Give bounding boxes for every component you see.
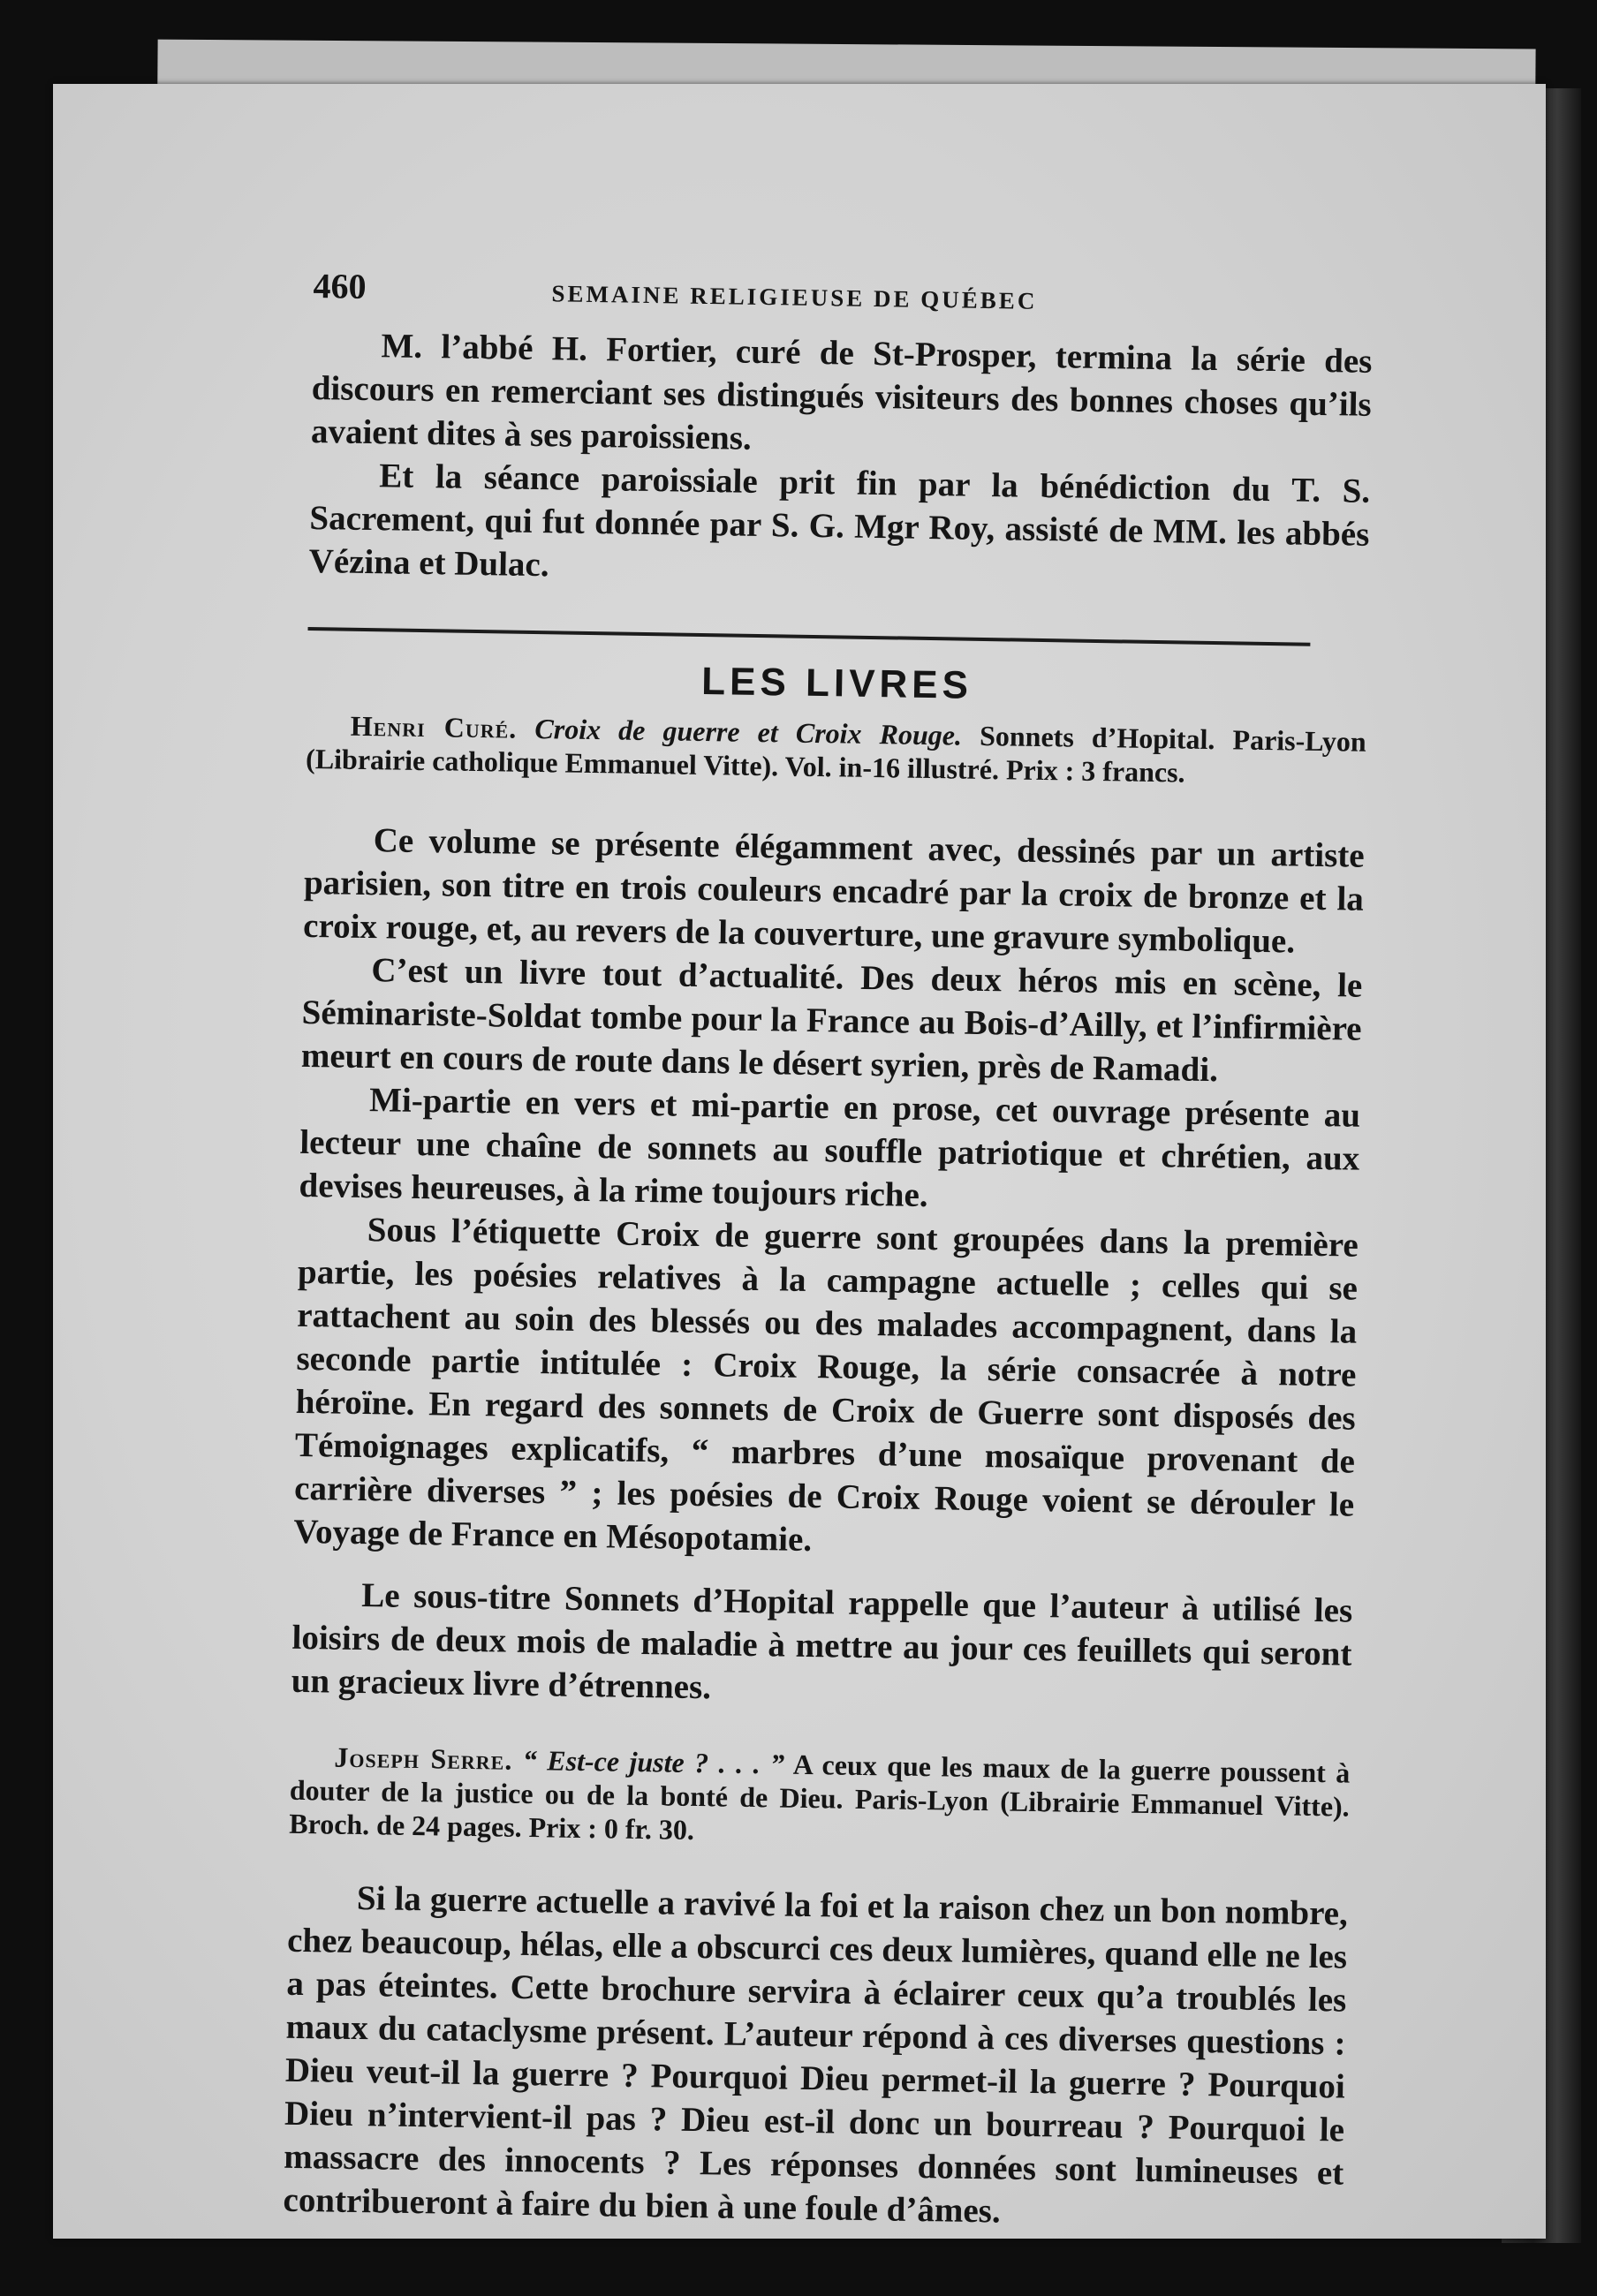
book-author: Joseph Serre.: [334, 1741, 513, 1776]
section-title: LES LIVRES: [700, 659, 973, 707]
book-title: “ Est-ce juste ? . . . ”: [522, 1743, 785, 1780]
journal-title: SEMAINE RELIGIEUSE DE QUÉBEC: [551, 280, 1038, 314]
intro-paragraph: Et la séance paroissiale prit fin par la bénédiction du T. S. Sacrement, qui fut donnée par S. G. Mgr Roy, assisté de MM. les abbés Vézina et Dulac.: [308, 457, 1371, 585]
review-paragraph: Ce volume se présente élégamment avec, dessinés par un artiste parisien, son titre en trois couleurs encadré par la croix de bronze et la croix rouge, et, au revers de la couverture, une gravure symbolique.: [302, 821, 1365, 961]
section-divider: [307, 627, 1310, 646]
book-reference: [289, 1740, 1351, 1857]
scanned-page: [53, 84, 1546, 2239]
book-author: Henri Curé.: [350, 709, 518, 744]
book-details: Sonnets d’Hopital. Paris-Lyon (Librairie catholique Emmanuel Vitte). Vol. in-16 illustré. Prix : 3 francs.: [305, 719, 1366, 789]
review-paragraph: Le sous-titre Sonnets d’Hopital rappelle que l’auteur à utilisé les loisirs de deux mois de maladie à mettre au jour ces feuillets qui seront un gracieux livre d’étrennes.: [291, 1576, 1353, 1707]
review-paragraph: C’est un livre tout d’actualité. Des deux héros mis en scène, le Séminariste-Soldat tombe pour la France au Bois-d’Ailly, et l’infirmière meurt en cours de route dans le désert syrien, près de Ramadi.: [300, 951, 1363, 1090]
intro-paragraph: M. l’abbé H. Fortier, curé de St-Prosper, termina la série des discours en remerciant ses distingués visiteurs des bonnes choses qu’ils avaient dites à ses paroissiens.: [310, 327, 1373, 457]
book-details: A ceux que les maux de la guerre poussent à douter de la justice ou de la bonté de Dieu. Paris-Lyon (Librairie Emmanuel Vitte). Broch. de 24 pages. Prix : 0 fr. 30.: [288, 1748, 1351, 1846]
review-paragraph: Sous l’étiquette Croix de guerre sont groupées dans la première partie, les poésies relatives à la campagne actuelle ; celles qui se rattachent au soin des blessés ou des malades accompagnent, dans la seconde partie intitulée : Croix Rouge, la série consacrée à notre héroïne. En regard des sonnets de Croix de Guerre sont disposés des Témoignages explicatifs, “ marbres d’une mosaïque provenant de carrière diverses ” ; les poésies de Croix Rouge voient se dérouler le Voyage de France en Mésopotamie.: [293, 1211, 1359, 1560]
review-paragraph: Si la guerre actuelle a ravivé la foi et la raison chez un bon nombre, chez beaucoup, hélas, elle a obscurci ces deux lumières, quand elle ne les a pas éteintes. Cette brochure servira à éclairer ceux qu’a troublés les maux du cataclysme présent. L’auteur répond à ces diverses questions : Dieu veut-il la guerre ? Pourquoi Dieu permet-il la guerre ? Pourquoi Dieu n’intervient-il pas ? Dieu est-il donc un bourreau ? Pourquoi le massacre des innocents ? Les réponses données sont lumineuses et contribueront à faire du bien à une foule d’âmes.: [283, 1878, 1349, 2231]
book-title: Croix de guerre et Croix Rouge.: [534, 713, 963, 751]
running-head: [313, 265, 1374, 335]
page-number: 460: [313, 265, 367, 306]
page-content: [283, 265, 1374, 2239]
review-paragraph: Mi-partie en vers et mi-partie en prose, cet ouvrage présente au lecteur une chaîne de sonnets au souffle patriotique et chrétien, aux devises heureuses, à la rime toujours riche.: [299, 1081, 1361, 1215]
